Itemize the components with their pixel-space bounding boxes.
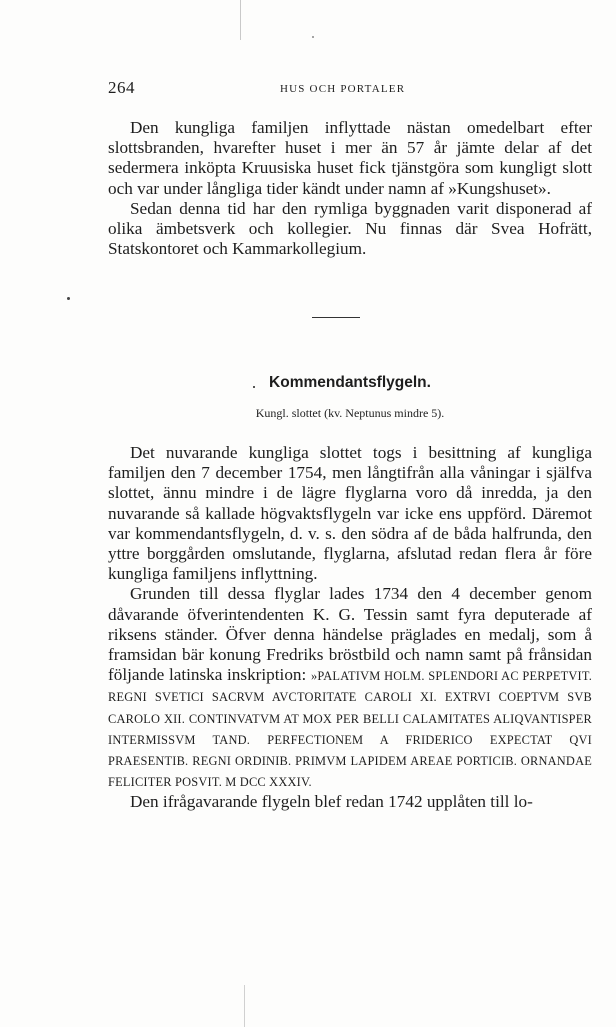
section-heading: Kommendantsflygeln. bbox=[269, 374, 431, 391]
body-paragraph bbox=[108, 584, 592, 792]
paragraph-text: Grunden till dessa flyglar lades 1734 den 4 december genom dåvarande öfverintendenten K. G. Tessin samt fyra deputerade af riksens ständer. Öfver denna händelse präglades en medalj, som å framsidan bär konung Fredriks bröstbild och namn samt på frånsidan följande latinska inskription: bbox=[108, 584, 592, 685]
section-divider bbox=[312, 317, 360, 318]
page-fold-line-bottom bbox=[244, 985, 245, 1027]
page-fold-line-top bbox=[240, 0, 241, 40]
body-paragraph: Sedan denna tid har den rymliga byggnaden varit disponerad af olika ämbetsverk och kollegier. Nu finnas där Svea Hofrätt, Statskontoret och Kammarkollegium. bbox=[108, 198, 592, 259]
page-number: 264 bbox=[108, 78, 135, 97]
ink-speck bbox=[312, 36, 314, 38]
text-block-kommendantsflygeln bbox=[108, 443, 592, 813]
running-head: HUS OCH PORTALER bbox=[280, 83, 406, 95]
body-paragraph: Det nuvarande kungliga slottet togs i besittning af kungliga familjen den 7 december 1754, men långtifrån alla våningar i själfva slottet, ännu mindre i de lägre flyglarna voro då inredda, ja den nuvarande så kallade högvaktsflygeln var icke ens uppförd. Däremot var kommendantsflygeln, d. v. s. den södra af de båda halfrunda, den yttre borggården omslutande, flyglarna, afslutad redan flera år före kungliga familjens inflyttning. bbox=[108, 443, 592, 584]
section-subtitle: Kungl. slottet (kv. Neptunus mindre 5). bbox=[255, 406, 445, 420]
latin-inscription: »PALATIVM HOLM. SPLENDORI AC PERPETVIT. REGNI SVETICI SACRVM AVCTORITATE CAROLI XI. EXTRVI COEPTVM SVB CAROLO XII. CONTINVATVM AT MOX PER BELLI CALAMITATES ALIQVANTISPER INTERMISSVM TAND. PERFECTIONEM A FRIDERICO EXPECTAT QVI PRAESENTIB. REGNI ORDINIB. PRIMVM LAPIDEM AREAE PORTICIB. ORNANDAE FELICITER POSVIT. M DCC XXXIV. bbox=[108, 669, 593, 790]
text-block-kungshuset bbox=[108, 118, 592, 259]
ink-speck bbox=[67, 297, 70, 300]
body-paragraph: Den kungliga familjen inflyttade nästan omedelbart efter slottsbranden, hvarefter huset i mer än 57 år jämte delar af det sedermera inköpta Kruusiska huset fick tjänstgöra som kungligt slott och var under långliga tider kändt under namn af »Kungshuset». bbox=[108, 118, 592, 198]
body-paragraph: Den ifrågavarande flygeln blef redan 1742 upplåten till lo- bbox=[130, 792, 533, 812]
